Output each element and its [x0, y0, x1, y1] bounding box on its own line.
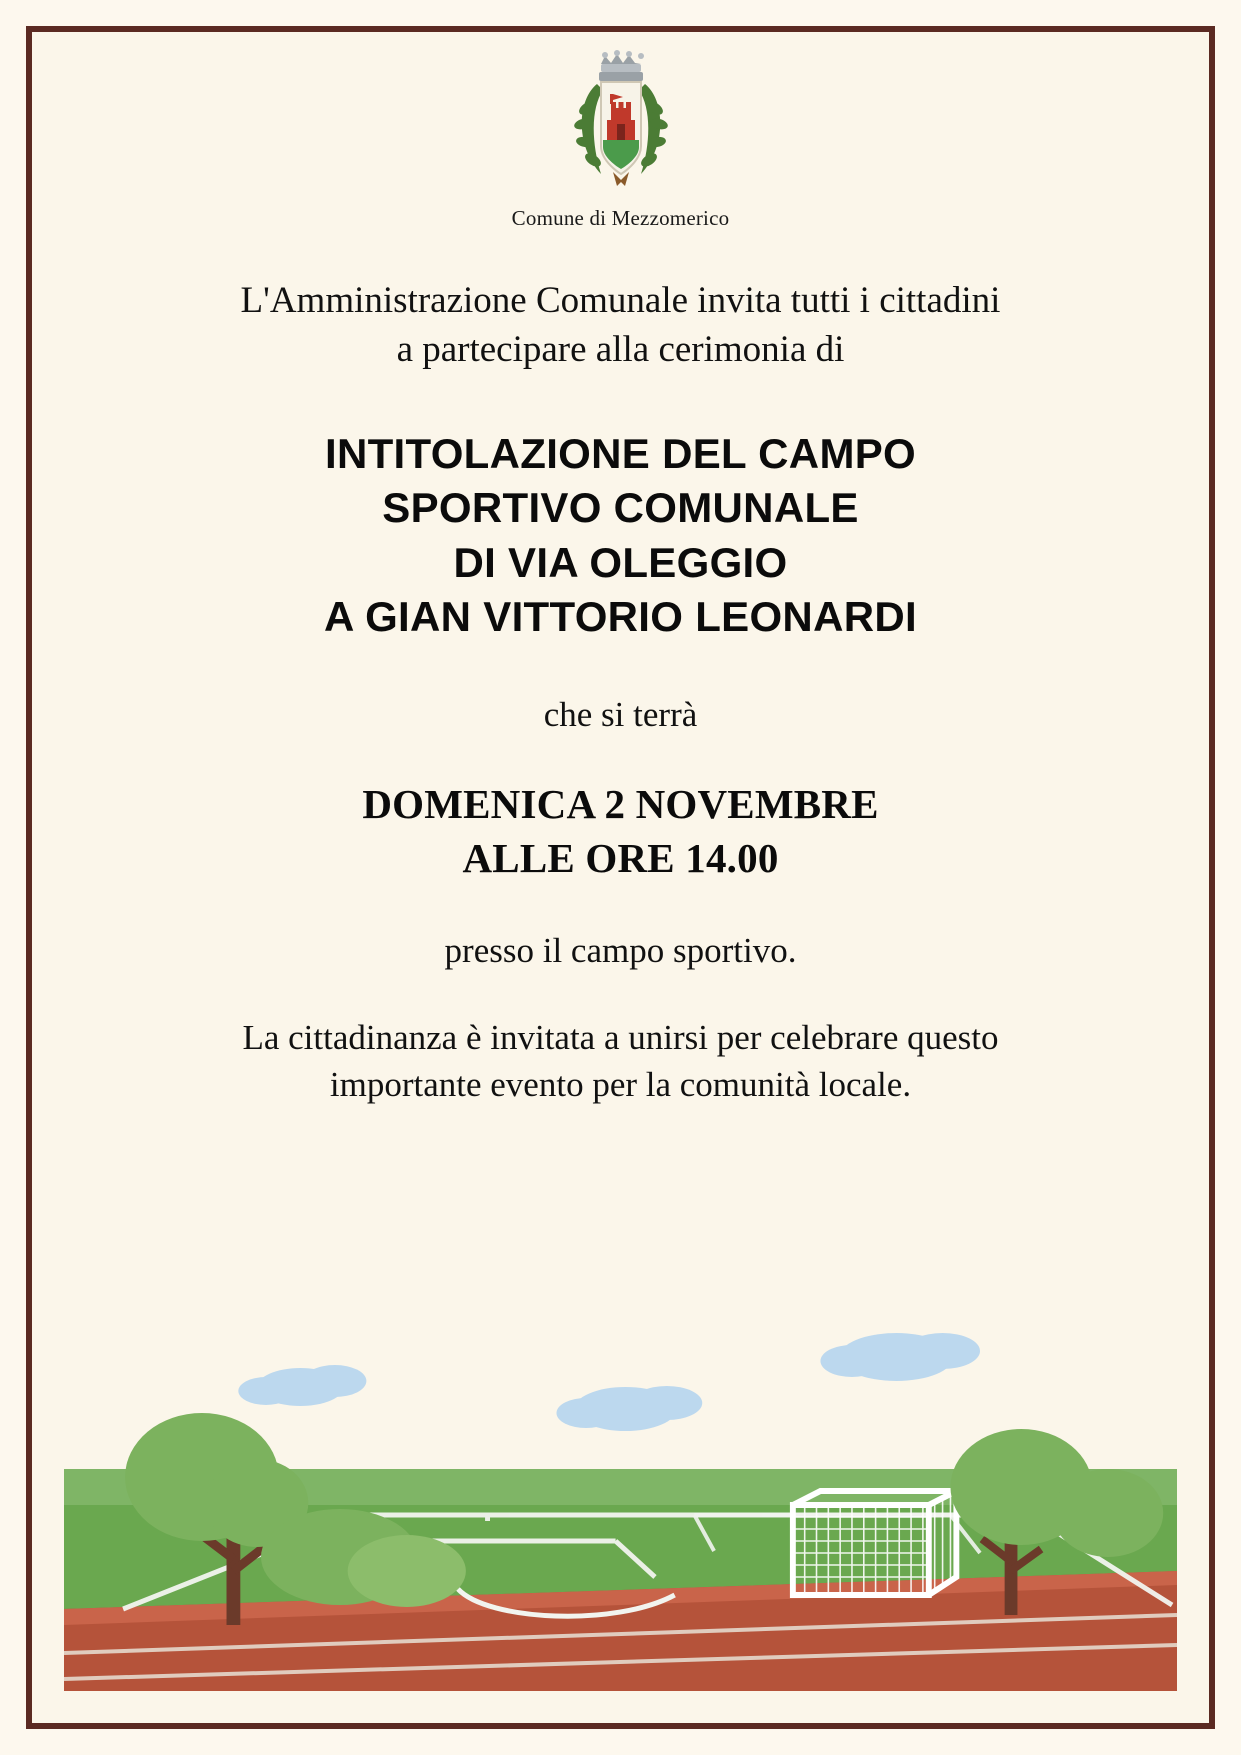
municipal-coat-of-arms-icon [561, 50, 681, 195]
closing-paragraph [102, 1015, 1139, 1108]
closing-line-2: importante evento per la comunità locale. [329, 1064, 912, 1104]
intro-paragraph [102, 277, 1139, 375]
crest-block [32, 50, 1209, 231]
event-title-line-2: SPORTIVO COMUNALE [382, 484, 859, 532]
soccer-field-illustration [64, 1309, 1177, 1691]
event-title-line-3: DI VIA OLEGGIO [453, 538, 788, 586]
intro-line-1: L'Amministrazione Comunale invita tutti i cittadini [240, 280, 1001, 321]
poster-text-block [32, 277, 1209, 1108]
event-title-line-4: A GIAN VITTORIO LEONARDI [324, 593, 917, 641]
poster-content [32, 32, 1209, 1723]
closing-line-1: La cittadinanza è invitata a unirsi per celebrare questo [242, 1018, 999, 1058]
event-title [102, 427, 1139, 645]
event-time: ALLE ORE 14.00 [462, 835, 779, 882]
event-date: DOMENICA 2 NOVEMBRE [362, 781, 879, 828]
event-title-line-1: INTITOLAZIONE DEL CAMPO [324, 429, 917, 477]
event-subtitle: che si terrà [543, 695, 698, 735]
crest-caption: Comune di Mezzomerico [511, 206, 730, 230]
intro-line-2: a partecipare alla cerimonia di [396, 328, 845, 370]
event-venue: presso il campo sportivo. [444, 931, 797, 971]
event-datetime [102, 777, 1139, 885]
